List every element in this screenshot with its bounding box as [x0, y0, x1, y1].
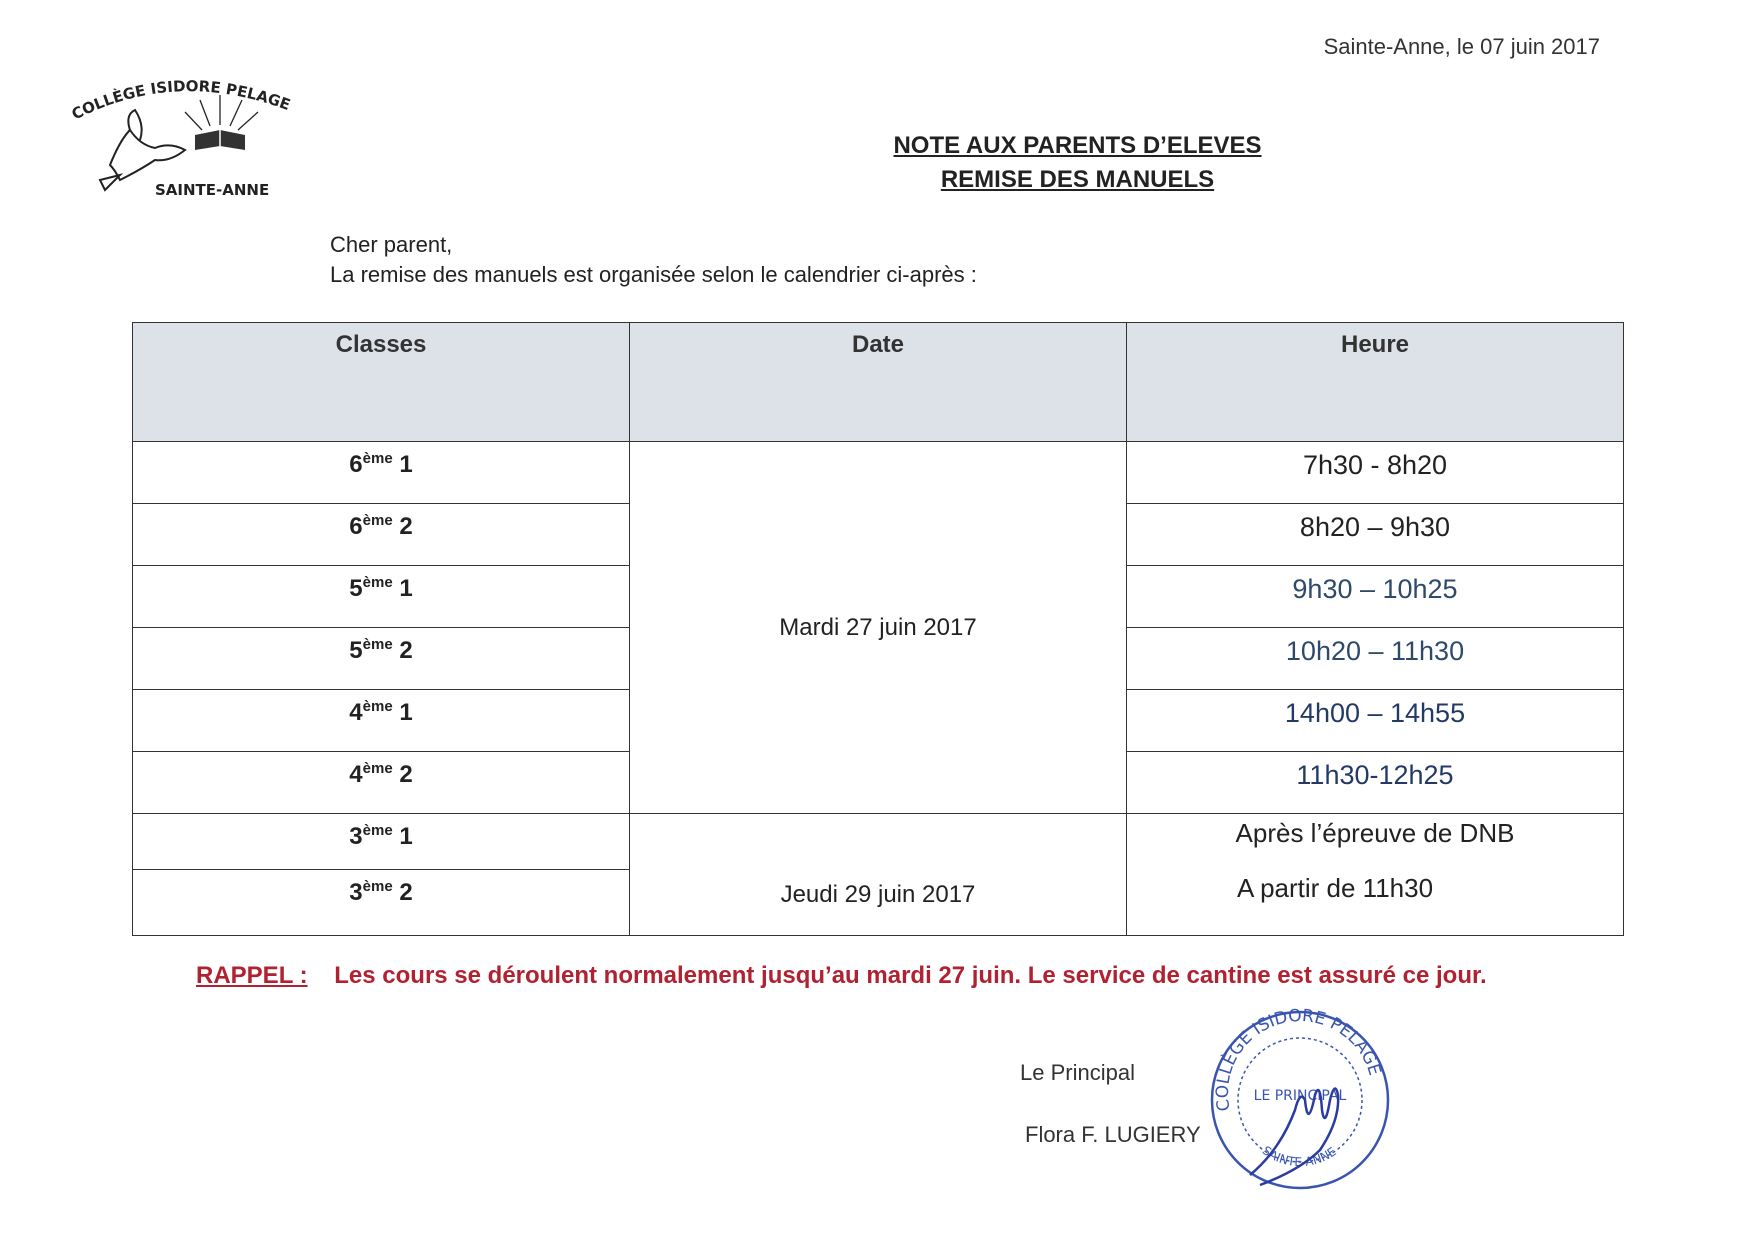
class-cell: 4ème 2 [133, 752, 630, 814]
svg-text:COLLÈGE ISIDORE PELAGE [69, 77, 293, 123]
rappel-text: Les cours se déroulent normalement jusqu’au mardi 27 juin. Le service de cantine est assuré ce jour. [334, 962, 1487, 989]
stamp-center: LE PRINCIPAL [1253, 1088, 1347, 1104]
class-cell: 3ème 1 [133, 814, 630, 870]
place-date: Sainte-Anne, le 07 juin 2017 [1323, 34, 1600, 59]
date-cell-1: Mardi 27 juin 2017 [630, 442, 1127, 814]
class-cell: 6ème 2 [133, 504, 630, 566]
rappel-note [196, 962, 1487, 990]
rappel-label: RAPPEL : [196, 962, 308, 989]
time-cell: 11h30-12h25 [1127, 752, 1624, 814]
class-cell: 6ème 1 [133, 442, 630, 504]
header-date: Date [630, 323, 1127, 442]
time-cell: 9h30 – 10h25 [1127, 566, 1624, 628]
schedule-table [132, 322, 1624, 936]
class-cell: 4ème 1 [133, 690, 630, 752]
date-cell-2: Jeudi 29 juin 2017 [630, 814, 1127, 936]
header-heure: Heure [1127, 323, 1624, 442]
greeting: Cher parent, [330, 232, 453, 257]
header-classes: Classes [133, 323, 630, 442]
class-cell: 3ème 2 [133, 870, 630, 936]
time-cell: 7h30 - 8h20 [1127, 442, 1624, 504]
time-cell: 10h20 – 11h30 [1127, 628, 1624, 690]
stamp-text: COLLÈGE ISIDORE PELAGE [1212, 1005, 1385, 1113]
dnb-line-2: A partir de 11h30 [1236, 873, 1434, 903]
title-line-1: NOTE AUX PARENTS D’ELEVES [893, 132, 1262, 159]
class-cell: 5ème 2 [133, 628, 630, 690]
time-cell: 14h00 – 14h55 [1127, 690, 1624, 752]
table-row [133, 814, 1624, 870]
signature-name: Flora F. LUGIERY [1025, 1122, 1201, 1147]
title-line-2: REMISE DES MANUELS [940, 166, 1215, 193]
logo-name: COLLÈGE ISIDORE PELAGE [68, 77, 293, 124]
table-row [133, 442, 1624, 504]
signature-role: Le Principal [1020, 1060, 1135, 1085]
official-stamp [1200, 1000, 1400, 1200]
class-cell: 5ème 1 [133, 566, 630, 628]
dnb-line-1: Après l’épreuve de DNB [1235, 818, 1515, 848]
intro-text: La remise des manuels est organisée selon le calendrier ci-après : [330, 262, 977, 287]
time-cell: 8h20 – 9h30 [1127, 504, 1624, 566]
logo-town: SAINTE-ANNE [155, 181, 270, 199]
table-header-row [133, 323, 1624, 442]
stamp-bottom: SAINTE-ANNE [1259, 1143, 1339, 1170]
time-cell-dnb [1127, 814, 1624, 936]
